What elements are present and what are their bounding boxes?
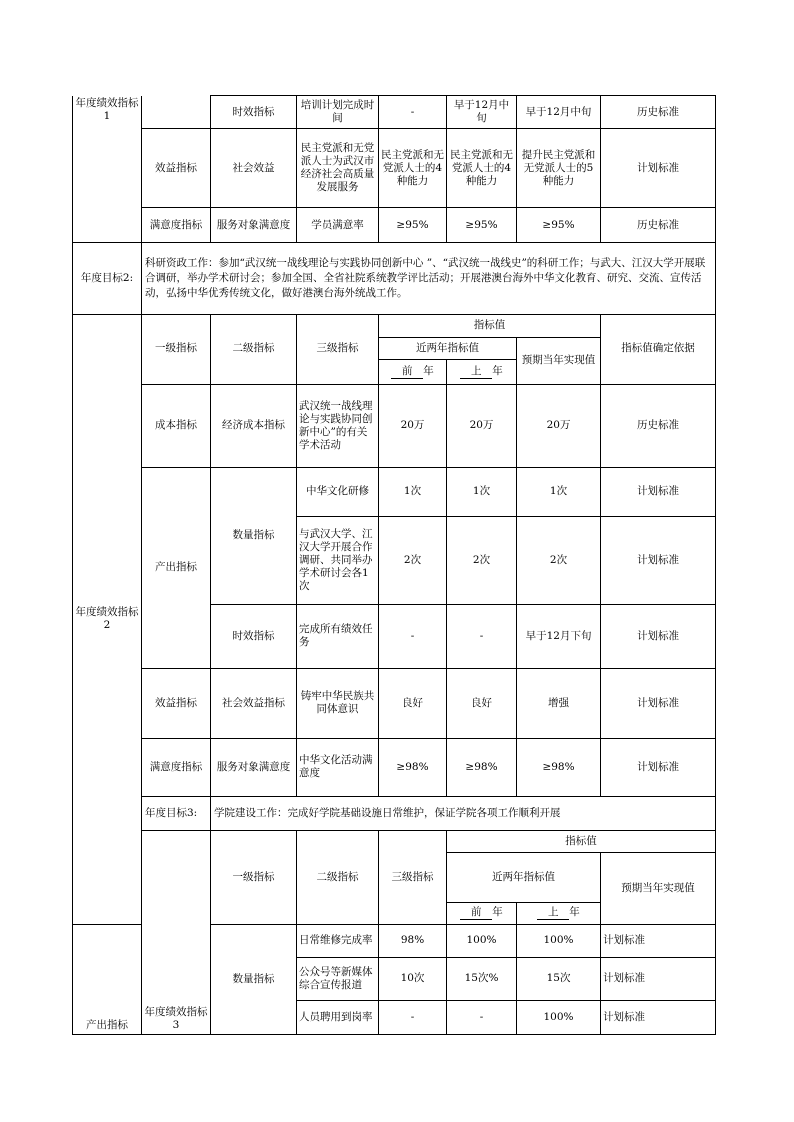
t1-benefit-prev: 民主党派和无党派人士的4种能力 [379,129,447,208]
t3-h-level1: 一级指标 [211,830,297,924]
t2-quantity-label: 数量指标 [211,467,297,604]
t3-r1-last: 100% [447,924,517,957]
t2-h-recent: 近两年指标值 [379,337,517,359]
t1-satisfaction-level2: 服务对象满意度 [211,208,297,243]
t2-cost-last: 20万 [447,384,517,467]
t3-group-label: 年度绩效指标3 [142,830,211,1034]
t2-satisfaction-level2: 服务对象满意度 [211,738,297,796]
t3-last-year-suffix: 年 [569,906,580,918]
t2-group-label: 年度绩效指标2 [73,314,142,924]
t3-r2-level3: 公众号等新媒体综合宣传报道 [297,957,379,1000]
t3-r2-last: 15次% [447,957,517,1000]
t1-timeliness-last: 早于12月中旬 [447,96,517,129]
t1-group-label: 年度绩效指标1 [73,96,142,243]
t3-h-level3: 三级指标 [379,830,447,924]
t3-output-label: 产出指标 [73,924,142,1034]
t1-satisfaction-row [73,208,716,243]
t2-timeliness-prev: - [379,604,447,668]
t2-satisfaction-prev: ≥98% [379,738,447,796]
t3-r2-prev: 10次 [379,957,447,1000]
t3-r1-basis: 计划标准 [601,924,716,957]
t1-satisfaction-basis: 历史标准 [601,208,716,243]
t2-benefit-level3: 铸牢中华民族共同体意识 [297,668,379,738]
t2-q2-level3: 与武汉大学、江汉大学开展合作调研、共同举办学术研讨会各1次 [297,516,379,604]
t1-benefit-basis: 计划标准 [601,129,716,208]
t1-timeliness-level2: 时效指标 [211,96,297,129]
t2-timeliness-expected: 早于12月下旬 [517,604,601,668]
t1-timeliness-expected: 早于12月中旬 [517,96,601,129]
t2-timeliness-level3: 完成所有绩效任务 [297,604,379,668]
t2-benefit-expected: 增强 [517,668,601,738]
t1-satisfaction-level1: 满意度指标 [142,208,211,243]
t3-r3-level3: 人员聘用到岗率 [297,1000,379,1034]
t1-timeliness-row [73,96,716,129]
t2-cost-level1: 成本指标 [142,384,211,467]
t3-r3-prev: - [379,1000,447,1034]
goal3-row [73,796,716,830]
t2-satisfaction-level1: 满意度指标 [142,738,211,796]
t2-output-label: 产出指标 [142,467,211,668]
t2-q1-prev: 1次 [379,467,447,516]
t3-r3-basis: 计划标准 [601,1000,716,1034]
t2-cost-prev: 20万 [379,384,447,467]
goal2-label: 年度目标2: [73,243,142,315]
t2-satisfaction-expected: ≥98% [517,738,601,796]
t2-h-expected: 预期当年实现值 [517,337,601,384]
t3-h-last-year [517,902,601,924]
t2-h-basis: 指标值确定依据 [601,314,716,384]
t2-q1-level3: 中华文化研修 [297,467,379,516]
t3-prev-year-blank: 前 [460,906,492,920]
t2-benefit-row [73,668,716,738]
performance-table [72,95,716,315]
t1-level1-empty [142,96,211,129]
t2-q1-expected: 1次 [517,467,601,516]
t3-h-indicator-value: 指标值 [447,830,716,852]
goal2-text: 科研资政工作：参加“武汉统一战线理论与实践协同创新中心 ”、“武汉统一战线史”的科研工作；与武大、江汉大学开展联合调研，举办学术研讨会；参加全国、全省社院系统教学评比活动；开展港澳台海外中华文化教育、研究、交流、宣传活动，弘扬中华优秀传统文化，做好港澳台海外统战工作。 [142,243,716,315]
t2-quantity-row-1 [73,467,716,516]
last-year-suffix: 年 [492,364,503,377]
t3-header-row1 [73,830,716,852]
t2-cost-level3: 武汉统一战线理论与实践协同创新中心”的有关学术活动 [297,384,379,467]
t2-satisfaction-level3: 中华文化活动满意度 [297,738,379,796]
t3-prev-year-suffix: 年 [492,906,503,918]
t3-r2-basis: 计划标准 [601,957,716,1000]
t2-cost-expected: 20万 [517,384,601,467]
t2-benefit-level1: 效益指标 [142,668,211,738]
t2-h-last-year [447,359,517,384]
t1-benefit-expected: 提升民主党派和无党派人士的5种能力 [517,129,601,208]
t3-h-level2: 二级指标 [297,830,379,924]
t1-benefit-last: 民主党派和无党派人士的4种能力 [447,129,517,208]
t1-benefit-row [73,129,716,208]
t2-benefit-basis: 计划标准 [601,668,716,738]
t3-h-prev-year [447,902,517,924]
t3-r1-level3: 日常维修完成率 [297,924,379,957]
t2-satisfaction-row [73,738,716,796]
t3-r3-expected: 100% [517,1000,601,1034]
t2-cost-level2: 经济成本指标 [211,384,297,467]
t3-r3-last: - [447,1000,517,1034]
t3-r2-expected: 15次 [517,957,601,1000]
t2-timeliness-basis: 计划标准 [601,604,716,668]
t2-q2-expected: 2次 [517,516,601,604]
t2-benefit-prev: 良好 [379,668,447,738]
t3-r1-prev: 98% [379,924,447,957]
t2-satisfaction-last: ≥98% [447,738,517,796]
t3-last-year-blank: 上 [537,906,569,920]
t1-timeliness-prev: - [379,96,447,129]
t2-cost-row [73,384,716,467]
t2-h-indicator-value: 指标值 [379,314,601,337]
t2-satisfaction-basis: 计划标准 [601,738,716,796]
t2-h-level2: 二级指标 [211,314,297,384]
t1-benefit-level2: 社会效益 [211,129,297,208]
t2-q1-last: 1次 [447,467,517,516]
t3-r1-expected: 100% [517,924,601,957]
t1-satisfaction-expected: ≥95% [517,208,601,243]
t3-quantity-label: 数量指标 [211,924,297,1034]
goal2-row [73,243,716,315]
t3-h-recent: 近两年指标值 [447,852,601,902]
prev-year-suffix: 年 [423,364,434,377]
t2-header-row1 [73,314,716,337]
t1-timeliness-basis: 历史标准 [601,96,716,129]
goal3-text: 学院建设工作：完成好学院基础设施日常维护，保证学院各项工作顺利开展 [211,796,716,830]
t2-benefit-level2: 社会效益指标 [211,668,297,738]
t1-benefit-level3: 民主党派和无党派人士为武汉市经济社会高质量发展服务 [297,129,379,208]
t2-h-level1: 一级指标 [142,314,211,384]
t2-benefit-last: 良好 [447,668,517,738]
t2-timeliness-last: - [447,604,517,668]
t1-benefit-level1: 效益指标 [142,129,211,208]
goal3-label: 年度目标3: [142,796,211,830]
last-year-blank: 上 [460,365,492,379]
t1-satisfaction-prev: ≥95% [379,208,447,243]
t2-q2-last: 2次 [447,516,517,604]
t2-h-level3: 三级指标 [297,314,379,384]
t1-satisfaction-last: ≥95% [447,208,517,243]
t1-satisfaction-level3: 学员满意率 [297,208,379,243]
t2-h-prev-year [379,359,447,384]
t1-timeliness-level3: 培训计划完成时间 [297,96,379,129]
t2-q2-basis: 计划标准 [601,516,716,604]
t2-timeliness-level2: 时效指标 [211,604,297,668]
t3-h-expected: 预期当年实现值 [601,852,716,924]
t2-cost-basis: 历史标准 [601,384,716,467]
t2-q1-basis: 计划标准 [601,467,716,516]
performance-table-lower [72,314,716,1035]
prev-year-blank: 前 [391,365,423,379]
t2-q2-prev: 2次 [379,516,447,604]
